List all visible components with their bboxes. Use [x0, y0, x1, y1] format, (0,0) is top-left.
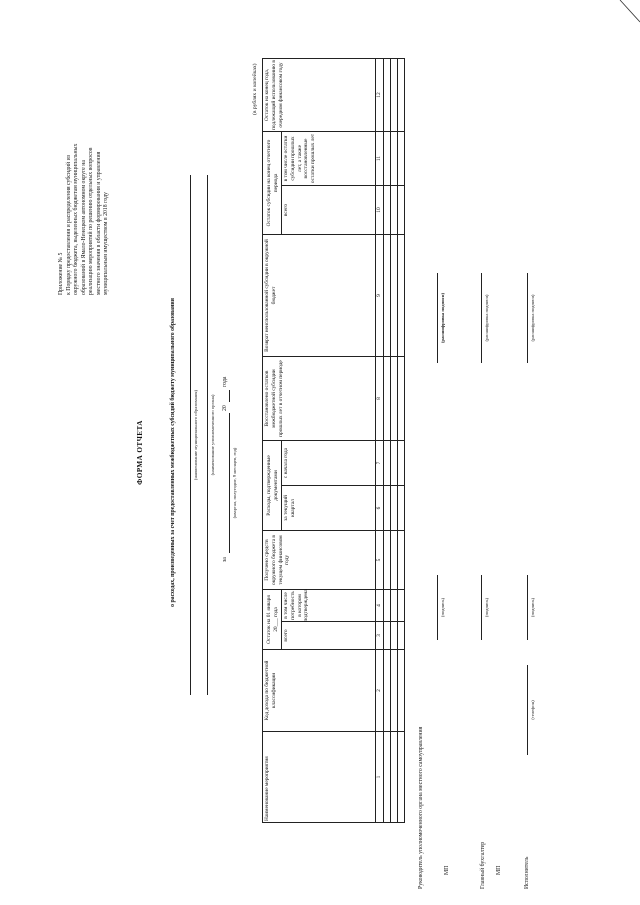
accountant-sign-line	[481, 575, 482, 640]
appendix-line: местного значения в области формирования и управления	[95, 151, 102, 295]
appendix-line: реализацию мероприятий по решению отдельных вопросов	[88, 147, 95, 295]
header-expenses-quarter: за текущий квартал	[283, 495, 296, 521]
report-table	[262, 58, 405, 823]
col-number: 12	[376, 92, 383, 98]
col-number: 2	[376, 689, 383, 692]
organ-caption: (наименование уполномоченного органа)	[210, 394, 215, 476]
col-number: 5	[376, 558, 383, 562]
accountant-sign-caption: (подпись)	[484, 597, 489, 618]
appendix-line: образований в Ямало-Ненецком автономном округе на	[80, 160, 87, 295]
mo-caption: (наименование муниципального образования)	[193, 389, 198, 481]
header-code: Код дохода по бюджетной классификации	[264, 660, 277, 721]
col-number: 10	[376, 207, 383, 213]
col-number: 7	[376, 461, 383, 465]
executor-label: Исполнитель	[524, 856, 530, 889]
head-sign-caption: (подпись)	[440, 597, 445, 618]
appendix-line: окружного бюджета, выделенных бюджетам муниципальных	[73, 143, 80, 295]
year-line	[229, 390, 230, 402]
period-year: 20	[222, 405, 228, 411]
col-number: 4	[376, 604, 383, 607]
header-expenses-year: с начала года	[283, 447, 289, 479]
header-balance-confirmed: в том числе потребность в котором подтверждена	[283, 589, 310, 622]
header-returned: Возврат неиспользованной субсидии в окружной бюджет	[264, 239, 277, 352]
mp-label-2: МП	[496, 865, 502, 875]
header-balance-jan: Остаток на 01 января 20___ года	[265, 595, 279, 644]
head-decode-caption: (расшифровка подписи)	[440, 293, 445, 344]
scan-corner-mark	[610, 0, 640, 30]
executor-sign-line	[527, 575, 528, 640]
phone-line	[527, 665, 528, 755]
col-number: 8	[376, 397, 383, 400]
executor-decode-line	[527, 273, 528, 363]
head-sign-line	[437, 575, 438, 640]
header-balance-end-prior: в том числе остатки субсидии прошлых лет, а также восстановленные остатки прошлых лет	[283, 133, 316, 184]
header-balance-year-end: Остаток на конец года, подлежащий использованию в очередном финансовом году	[264, 60, 284, 130]
period-line	[229, 413, 230, 553]
appendix-block	[58, 45, 111, 295]
header-received: Получено средств окружного бюджета в текущем финансовом году	[264, 535, 291, 585]
executor-decode-caption: (расшифровка подписи)	[530, 294, 535, 342]
accountant-label: Главный бухгалтер	[480, 841, 486, 889]
executor-sign-caption: (подпись)	[530, 597, 535, 618]
period-caption: (квартал, полугодие, 9 месяцев, год)	[232, 447, 237, 519]
header-restored: Восстановлено остатков межбюджетной субсидии прошлых лет в отчетном периоде	[264, 360, 284, 437]
period-suffix: года	[222, 376, 228, 387]
header-balance-end-period: Остаток субсидии на конец отчетного периода	[265, 139, 279, 227]
col-number: 1	[376, 775, 383, 779]
appendix-line: муниципальным имуществом в 2018 году	[103, 192, 110, 295]
col-number: 3	[376, 634, 383, 637]
accountant-decode-caption: (расшифровка подписи)	[484, 294, 489, 342]
form-title: ФОРМА ОТЧЕТА	[136, 420, 144, 485]
header-balance-total: всего	[283, 629, 289, 642]
mp-label-1: МП	[444, 865, 450, 875]
head-label: Руководитель уполномоченного органа местного самоуправления	[418, 726, 424, 889]
header-balance-end-total: всего	[283, 203, 289, 217]
period-prefix: за	[222, 557, 228, 562]
header-expenses: Расходы, подтвержденные документами	[265, 455, 279, 516]
appendix-line: Приложение № 5	[58, 252, 64, 295]
appendix-line: к Порядку предоставления и распределения субсидий из	[65, 155, 72, 295]
head-decode-line	[437, 273, 438, 363]
col-number: 9	[376, 294, 383, 297]
col-number: 6	[376, 506, 383, 510]
form-subtitle: о расходах, произведенных за счет предоставленных межбюджетных субсидий бюджету муниципального образования	[170, 298, 176, 607]
organ-line	[207, 175, 208, 695]
accountant-decode-line	[481, 273, 482, 363]
mo-line	[190, 175, 191, 695]
phone-caption: (телефон)	[530, 700, 535, 720]
col-number: 11	[376, 155, 383, 162]
units-label: (в рублях и копейках)	[252, 63, 258, 115]
header-event: Наименование мероприятия	[264, 756, 270, 821]
